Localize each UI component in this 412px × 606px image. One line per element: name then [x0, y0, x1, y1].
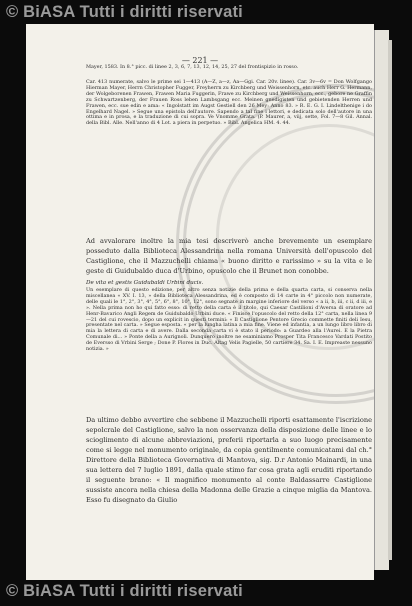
watermark-top: © BiASA Tutti i diritti riservati — [6, 3, 243, 21]
paragraph-1: Ad avvalorare inoltre la mia tesi descriverò anche brevemente un esemplare posseduto dalla Biblioteca Alessandrina nella romana Università dell'opuscolo del Castiglione, che il Mazzuchelli chiama « buono diritto e rarissimo » su la vita e le geste di Guidubaldo duca d'Urbino, opuscolo che il Brunet non conobbe. — [86, 237, 372, 275]
watermark-bottom: © BiASA Tutti i diritti riservati — [6, 582, 243, 600]
section-heading: De vita et gestis Guidubaldi Urbini ducis. — [86, 280, 204, 286]
paragraph-2: Da ultimo debbo avvertire che sebbene il Mazzuchelli riporti esattamente l'iscrizione sepolcrale del Castiglione, salvo la non osservanza della disposizione delle linee e lo scioglimento di alcune abbreviazioni, preferii riportarla a suo luogo precisamente come si legge nel monumento originale, da copia gentilmente comunicatami dal ch.° Direttore della Biblioteca Governativa di Mantova, sig. D.r Antonio Mainardi, in una sua lettera del 7 luglio 1891, dalla quale stimo far cosa grata agli eruditi riportando il seguente brano: « Il magnifico monumento al conte Baldassarre Castiglione sussiste ancora nella chiesa della Madonna delle Grazie a cinque miglia da Mantova. Esso fu disegnato da Giulio — [86, 416, 372, 504]
bibliographic-note-1: Car. 413 numerate, salvo le prime sei 1—413 (A—Z, a—z, Aa—Ggi. Car. 20v. linee). Car. 3v—6v = Don Wolfgango Hierman Mayer, Herrn Christopher Fugger, Freyherrn zu Kirchberg und Weissenhorn, etc. auch Herr G. Hermann, der Wolgeborenen Frawen, Frawen Maria Fuggerin, Frawe zu Kirchberg und Weissenhorn, ecc., gebore ne Graffin zu Schwartzenberg, der Frauen Ross leben Lambsgang ecc. Meinen gnedigisten und gebietenden Herren und Frawen, ecc. sue edin e ama: « Ingolstatt im Augst Gestiell den 26 Mey: Anno 83. » R. E. G. I. Lindelthenige i do Engelhard Nagel. » Segue una epistola dell'autore. Sapendo a tal fine i lettori, e dedicata solo dell'autore in una ottima e in prosa, e la traduzione di cui sopra. Ve Vnomme Grata. (P. Maurer, a, viij, sette, Fol. 7—8 Gil. Annal. della Bibl. Alle. Nell'anno di 4 Lot. a piera in perpetuo. » Bibl. Angelica HM. 4. 44. — [86, 79, 372, 127]
page-edge — [374, 30, 389, 570]
intro-line: Mayer, 1583. In 8.° picc. di linee 2, 3, 6, 7, 13, 12, 14, 25, 27 del frontispizio in rosso. — [86, 64, 299, 70]
scanned-page — [26, 24, 374, 580]
bibliographic-note-2: Un esemplare di questo edizione, per altro senza notizie della prima e della quarta carta, si conserva nella miscellanea « XV. I. 13, » della Biblioteca Alessandrina, ed è composto di 14 carte in 4° piccolo non numerate, delle quali le 1°, 2°, 3°, 4°, 5°, 6°, 8°, 10°, 12°, sono segnate in margine inferiore del verso « a ii, b, iii, c ii, d iii, e ». Nella prima non ho qui fatto esso: di retto della carta è il titolo, qui Caesar Castilioni d'Aversa di oratore ad Henr-Bavarico Angli Regem de Guidubaldo Urbini duce. « Finisce l'opuscolo del retto della 12° carta, nella linea 9—21 del cui rovescio, dopo un explicit in questi termini: « Il Castiglione Pentore Grecio commette finiti deli Iesu, presentate nel carta. » Segue esposta. « per la lungha latina a mia fine. Viene ed infantia, a un lungo libro libro di mia la lettera di carta e di avere. Dalla seconda carta vi è stato il periodo: a Guardeo alla l'Aurei. E la Pietra Comunale di... » Ponte della a Aurignoli. Dunquero inoltre ne esaminiamo Prosper Tita Francesco Vardati Postito de Eversso di Vrbini Serge ; Done P. Flores in Duc. Altag Velis Pagielle, 50 cartiere 34. Sa. I. E. Impreaste nessuno notizia. » — [86, 287, 372, 353]
page-number: — 221 — — [181, 56, 219, 65]
page-edge-shadow — [388, 40, 392, 560]
